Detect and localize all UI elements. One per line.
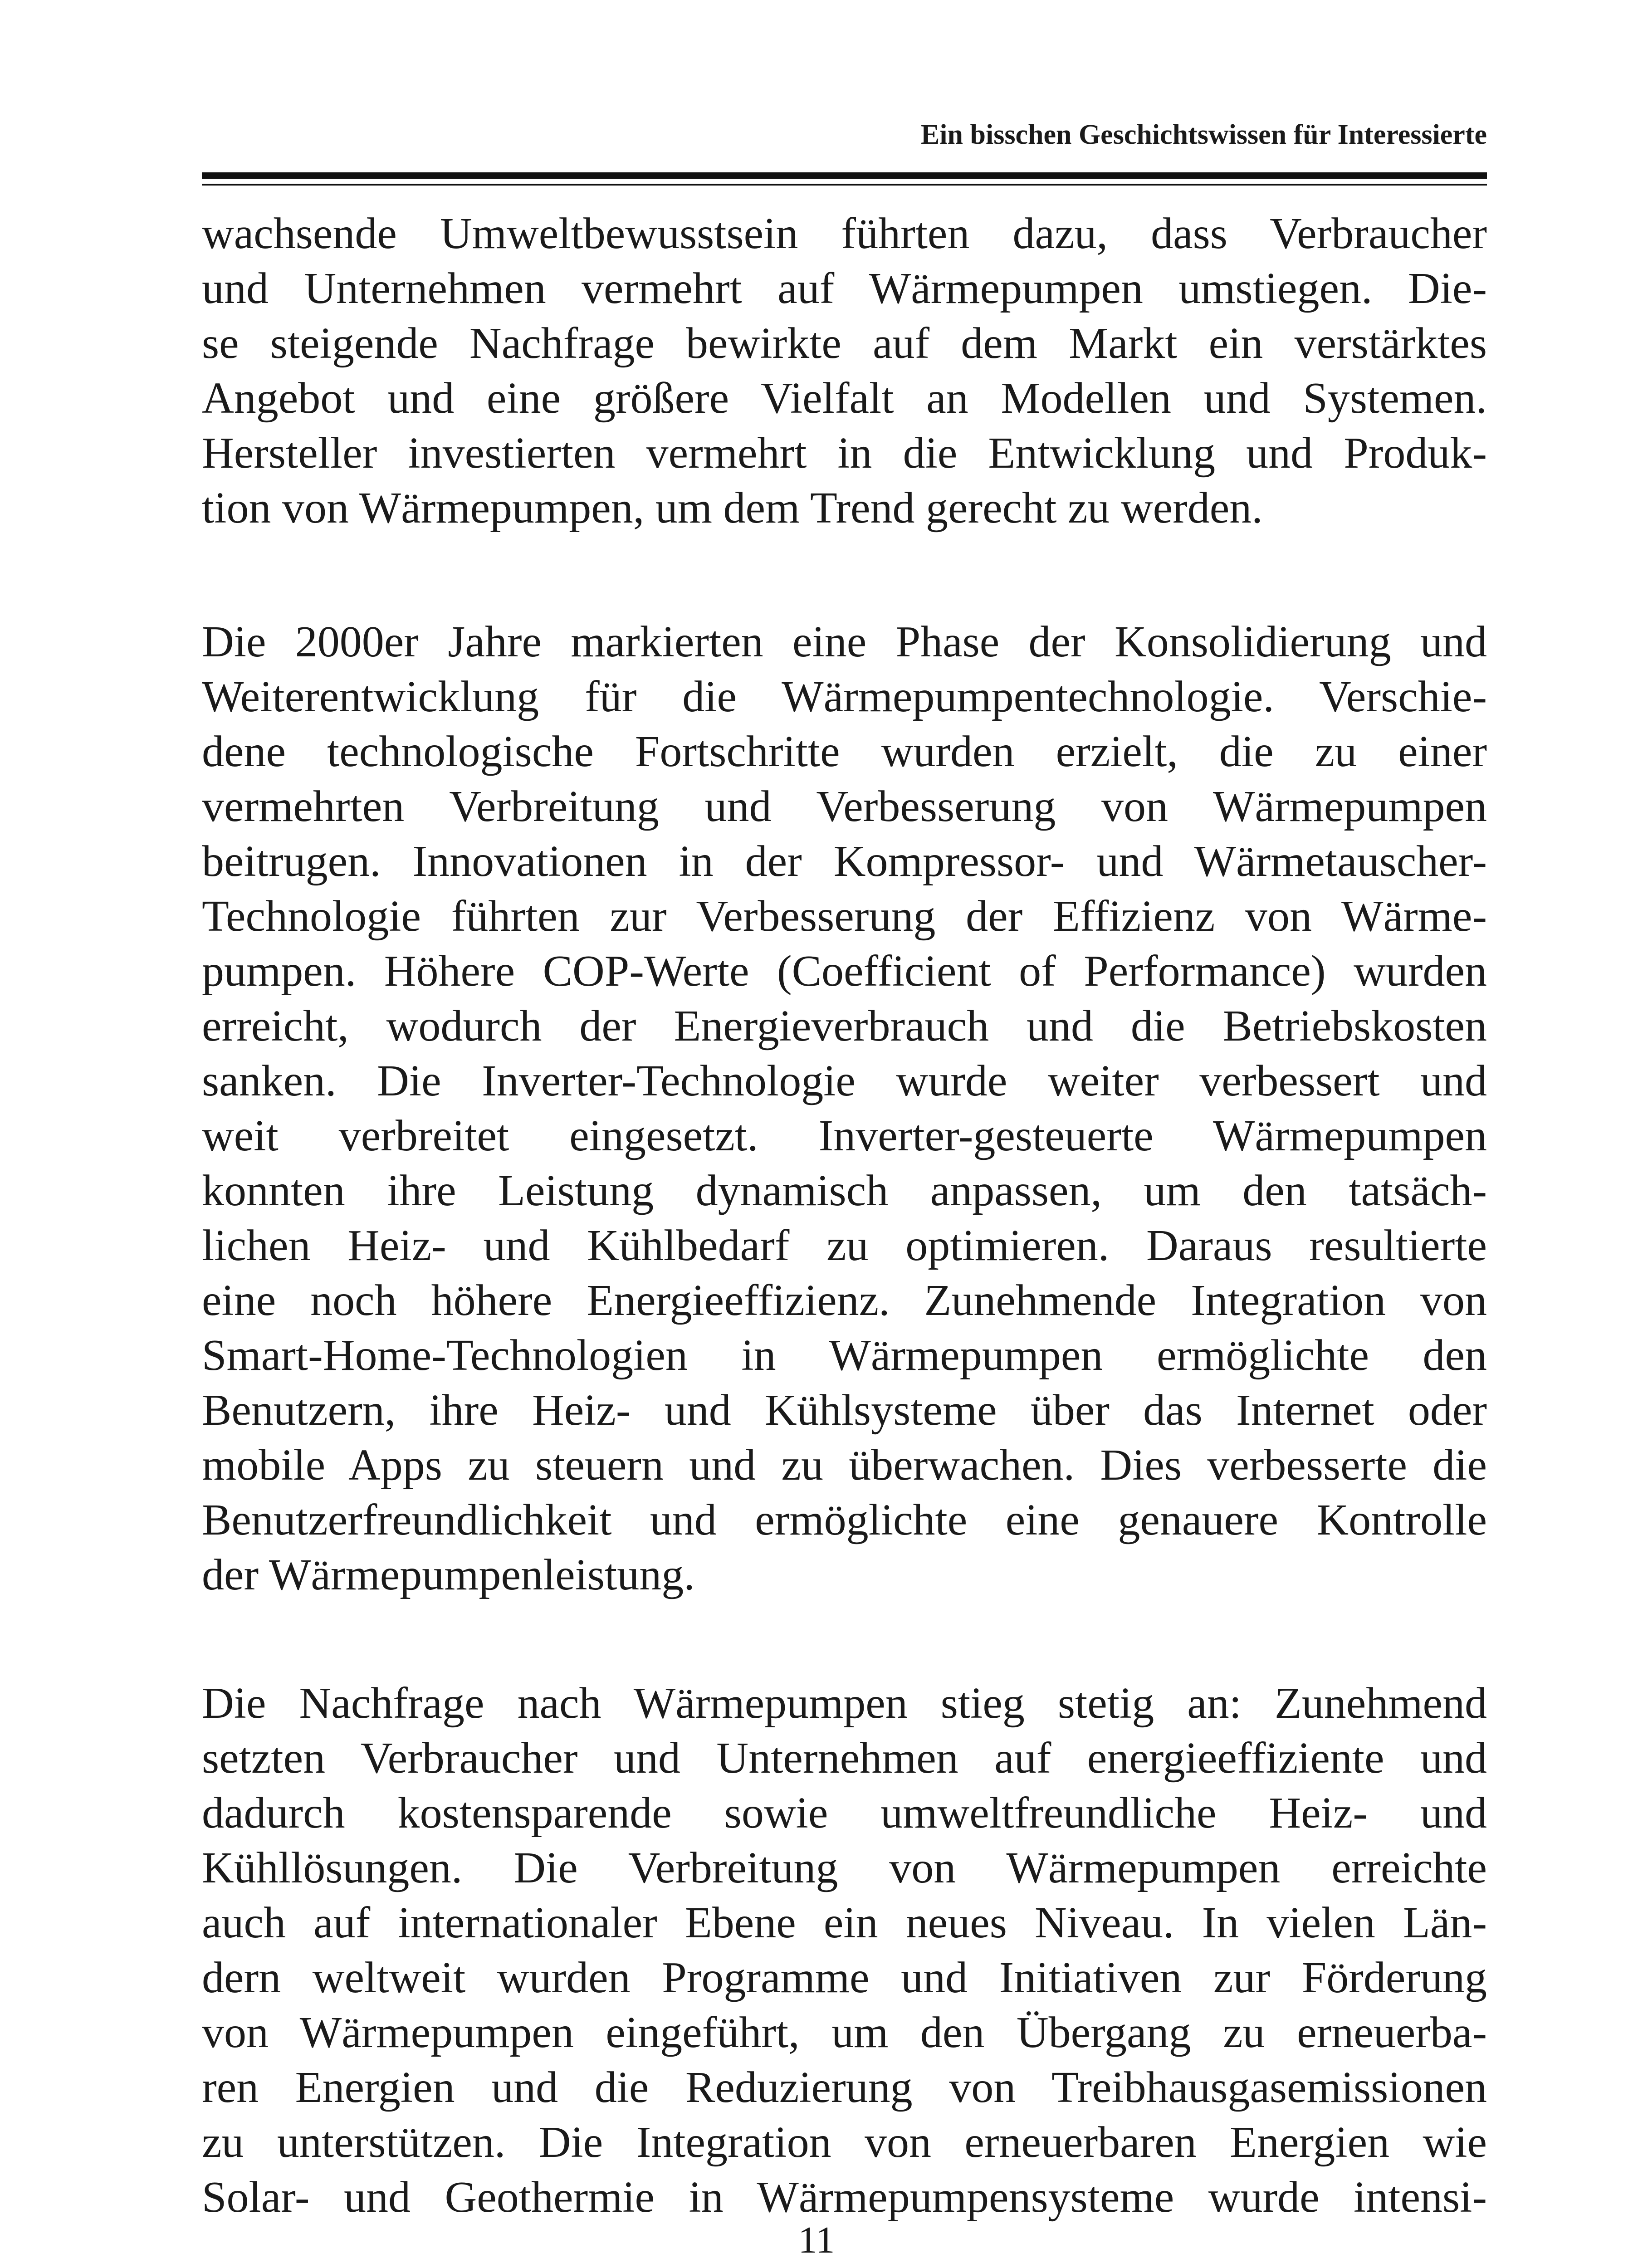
text-line: der Wärmepumpenleistung. — [202, 1550, 695, 1599]
text-line: Die 2000er Jahre markierten eine Phase der Konsolidierung und — [202, 617, 1487, 666]
text-line: se steigende Nachfrage bewirkte auf dem Markt ein verstärktes — [202, 319, 1487, 368]
text-line: dadurch kostensparende sowie umweltfreundliche Heiz- und — [202, 1789, 1487, 1838]
text-line: pumpen. Höhere COP-Werte (Coefficient of Performance) wurden — [202, 947, 1487, 996]
text-line: beitrugen. Innovationen in der Kompressor- und Wärmetauscher- — [202, 837, 1487, 886]
text-line: Die Nachfrage nach Wärmepumpen stieg stetig an: Zunehmend — [202, 1679, 1487, 1728]
text-line: vermehrten Verbreitung und Verbesserung von Wärmepumpen — [202, 782, 1487, 831]
text-line: Angebot und eine größere Vielfalt an Modellen und Systemen. — [202, 374, 1487, 423]
text-line: Benutzern, ihre Heiz- und Kühlsysteme über das Internet oder — [202, 1386, 1487, 1435]
text-line: tion von Wärmepumpen, um dem Trend gerecht zu werden. — [202, 484, 1263, 533]
header-rule-thick — [202, 172, 1487, 179]
text-line: sanken. Die Inverter-Technologie wurde weiter verbessert und — [202, 1056, 1487, 1105]
paragraph-3 — [202, 1676, 1487, 2225]
text-line: Kühllösungen. Die Verbreitung von Wärmepumpen erreichte — [202, 1843, 1487, 1892]
text-line: dern weltweit wurden Programme und Initiativen zur Förderung — [202, 1953, 1487, 2002]
text-line: auch auf internationaler Ebene ein neues Niveau. In vielen Län- — [202, 1898, 1487, 1947]
text-line: wachsende Umweltbewusstsein führten dazu, dass Verbraucher — [202, 209, 1487, 258]
running-header: Ein bisschen Geschichtswissen für Interessierte — [920, 119, 1487, 150]
text-line: lichen Heiz- und Kühlbedarf zu optimieren. Daraus resultierte — [202, 1221, 1487, 1270]
text-line: konnten ihre Leistung dynamisch anpassen, um den tatsäch- — [202, 1166, 1487, 1215]
text-line: Weiterentwicklung für die Wärmepumpentechnologie. Verschie- — [202, 672, 1487, 721]
text-line: Benutzerfreundlichkeit und ermöglichte eine genauere Kontrolle — [202, 1496, 1487, 1545]
text-line: dene technologische Fortschritte wurden erzielt, die zu einer — [202, 727, 1487, 776]
text-line: ren Energien und die Reduzierung von Treibhausgasemissionen — [202, 2063, 1487, 2112]
text-line: zu unterstützen. Die Integration von erneuerbaren Energien wie — [202, 2118, 1487, 2167]
text-line: Smart-Home-Technologien in Wärmepumpen ermöglichte den — [202, 1331, 1487, 1380]
text-line: mobile Apps zu steuern und zu überwachen. Dies verbesserte die — [202, 1441, 1487, 1490]
text-line: und Unternehmen vermehrt auf Wärmepumpen umstiegen. Die- — [202, 264, 1487, 313]
page-number: 11 — [798, 2219, 835, 2261]
text-line: von Wärmepumpen eingeführt, um den Übergang zu erneuerba- — [202, 2008, 1487, 2057]
text-line: eine noch höhere Energieeffizienz. Zunehmende Integration von — [202, 1276, 1487, 1325]
header-rule-thin — [202, 184, 1487, 186]
text-line: erreicht, wodurch der Energieverbrauch und die Betriebskosten — [202, 1002, 1487, 1051]
paragraph-2 — [202, 615, 1487, 1603]
paragraph-1 — [202, 206, 1487, 536]
text-line: Solar- und Geothermie in Wärmepumpensysteme wurde intensi- — [202, 2173, 1487, 2222]
text-line: setzten Verbraucher und Unternehmen auf energieeffiziente und — [202, 1734, 1487, 1783]
text-line: Technologie führten zur Verbesserung der Effizienz von Wärme- — [202, 892, 1487, 941]
text-line: weit verbreitet eingesetzt. Inverter-gesteuerte Wärmepumpen — [202, 1111, 1487, 1160]
text-line: Hersteller investierten vermehrt in die Entwicklung und Produk- — [202, 429, 1487, 478]
